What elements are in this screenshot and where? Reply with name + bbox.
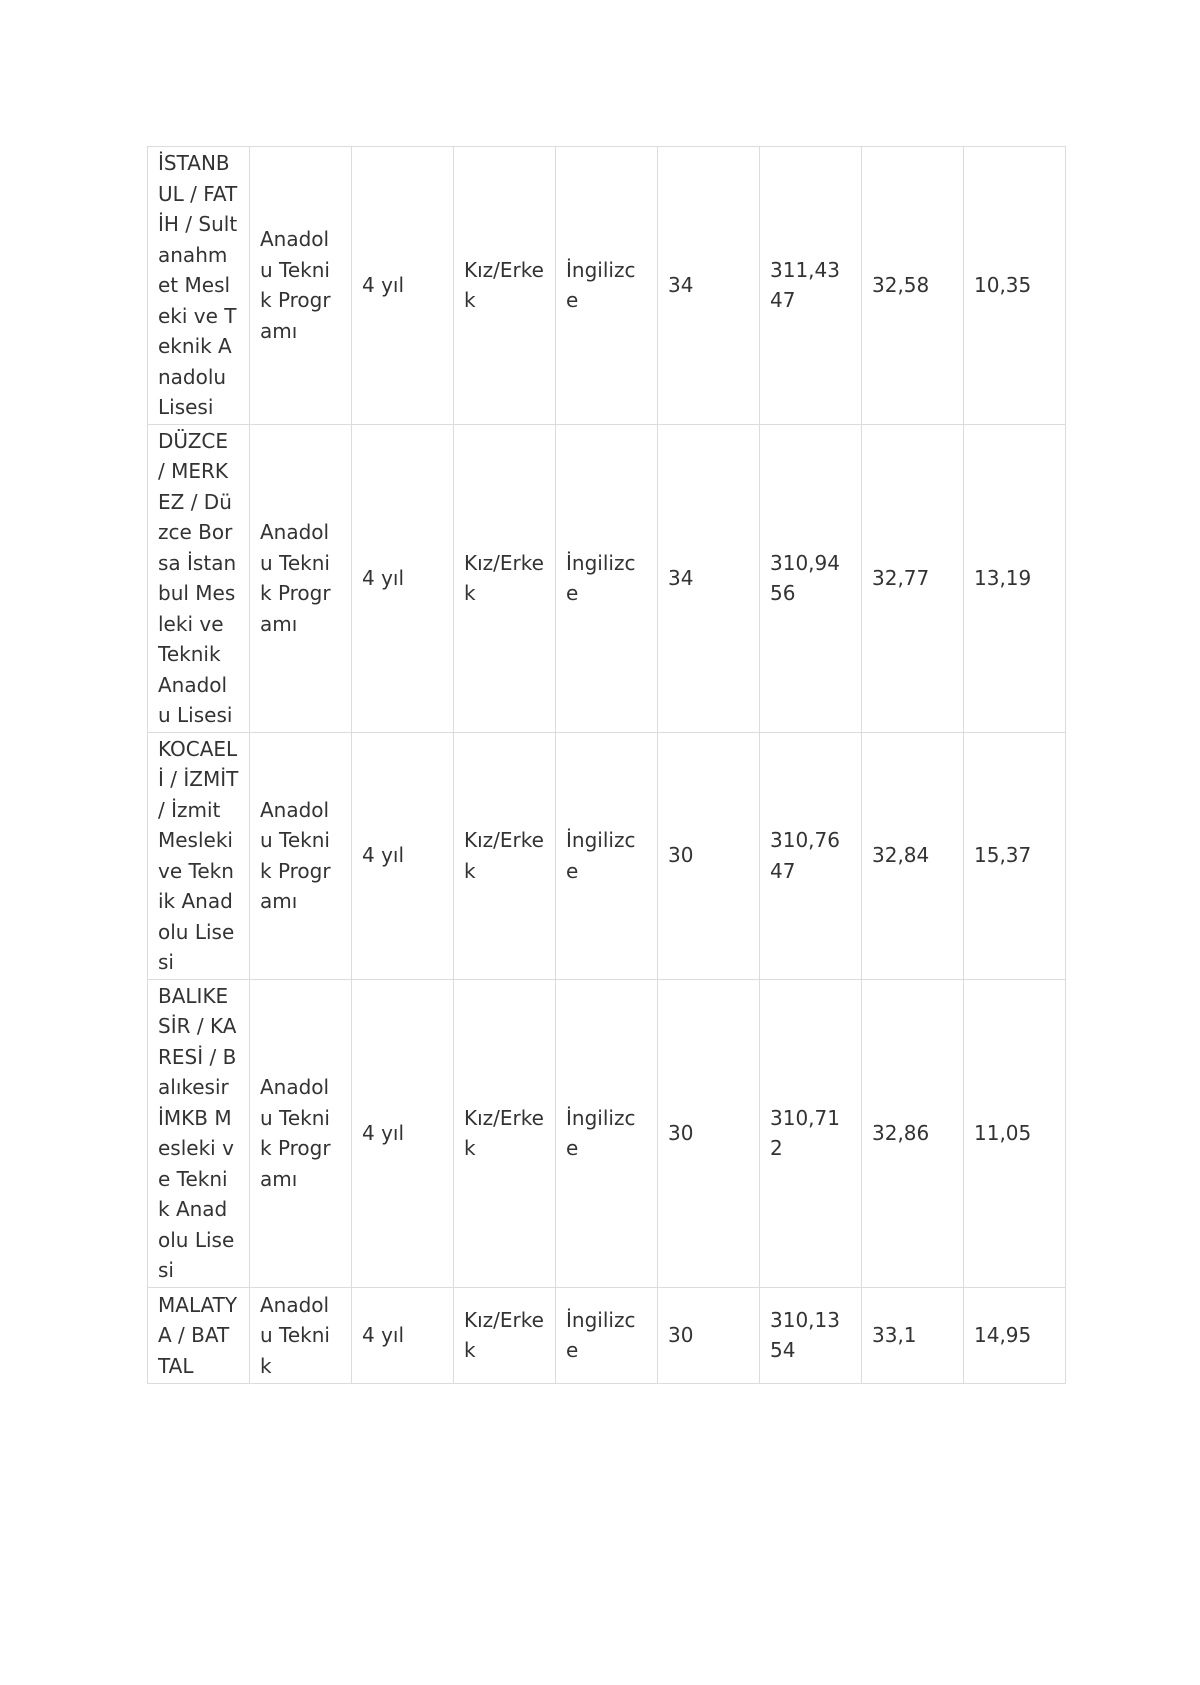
score-cell: 311,4347 [760, 147, 862, 425]
score-cell: 310,9456 [760, 424, 862, 732]
table-row [148, 732, 1066, 979]
language-cell: İngilizce [556, 1287, 658, 1384]
program-cell: Anadolu Teknik Programı [250, 424, 352, 732]
program-cell: Anadolu Teknik Programı [250, 732, 352, 979]
distance-cell: 10,35 [964, 147, 1066, 425]
distance-cell: 13,19 [964, 424, 1066, 732]
table-row [148, 147, 1066, 425]
quota-cell: 30 [658, 979, 760, 1287]
score-cell: 310,1354 [760, 1287, 862, 1384]
school-cell: BALIKESİR / KARESİ / Balıkesir İMKB Mesleki ve Teknik Anadolu Lisesi [148, 979, 250, 1287]
gender-cell: Kız/Erkek [454, 147, 556, 425]
program-cell: Anadolu Teknik Programı [250, 147, 352, 425]
language-cell: İngilizce [556, 979, 658, 1287]
duration-cell: 4 yıl [352, 424, 454, 732]
table-row [148, 979, 1066, 1287]
distance-cell: 11,05 [964, 979, 1066, 1287]
program-cell: Anadolu Teknik Programı [250, 979, 352, 1287]
quota-cell: 34 [658, 147, 760, 425]
language-cell: İngilizce [556, 424, 658, 732]
program-cell: Anadolu Teknik [250, 1287, 352, 1384]
school-quota-table [147, 146, 1066, 1384]
distance-cell: 15,37 [964, 732, 1066, 979]
distance-cell: 14,95 [964, 1287, 1066, 1384]
gender-cell: Kız/Erkek [454, 979, 556, 1287]
quota-cell: 34 [658, 424, 760, 732]
percentile-cell: 32,86 [862, 979, 964, 1287]
school-cell: KOCAELİ / İZMİT / İzmit Mesleki ve Teknik Anadolu Lisesi [148, 732, 250, 979]
quota-cell: 30 [658, 732, 760, 979]
table-row [148, 1287, 1066, 1384]
duration-cell: 4 yıl [352, 732, 454, 979]
duration-cell: 4 yıl [352, 979, 454, 1287]
percentile-cell: 32,77 [862, 424, 964, 732]
duration-cell: 4 yıl [352, 1287, 454, 1384]
table-row [148, 424, 1066, 732]
gender-cell: Kız/Erkek [454, 732, 556, 979]
language-cell: İngilizce [556, 732, 658, 979]
duration-cell: 4 yıl [352, 147, 454, 425]
school-cell: DÜZCE / MERKEZ / Düzce Borsa İstanbul Mesleki ve Teknik Anadolu Lisesi [148, 424, 250, 732]
percentile-cell: 32,58 [862, 147, 964, 425]
school-cell: MALATYA / BATTAL [148, 1287, 250, 1384]
language-cell: İngilizce [556, 147, 658, 425]
quota-cell: 30 [658, 1287, 760, 1384]
gender-cell: Kız/Erkek [454, 1287, 556, 1384]
score-cell: 310,712 [760, 979, 862, 1287]
school-cell: İSTANBUL / FATİH / Sultanahmet Mesleki ve Teknik Anadolu Lisesi [148, 147, 250, 425]
gender-cell: Kız/Erkek [454, 424, 556, 732]
score-cell: 310,7647 [760, 732, 862, 979]
percentile-cell: 33,1 [862, 1287, 964, 1384]
percentile-cell: 32,84 [862, 732, 964, 979]
